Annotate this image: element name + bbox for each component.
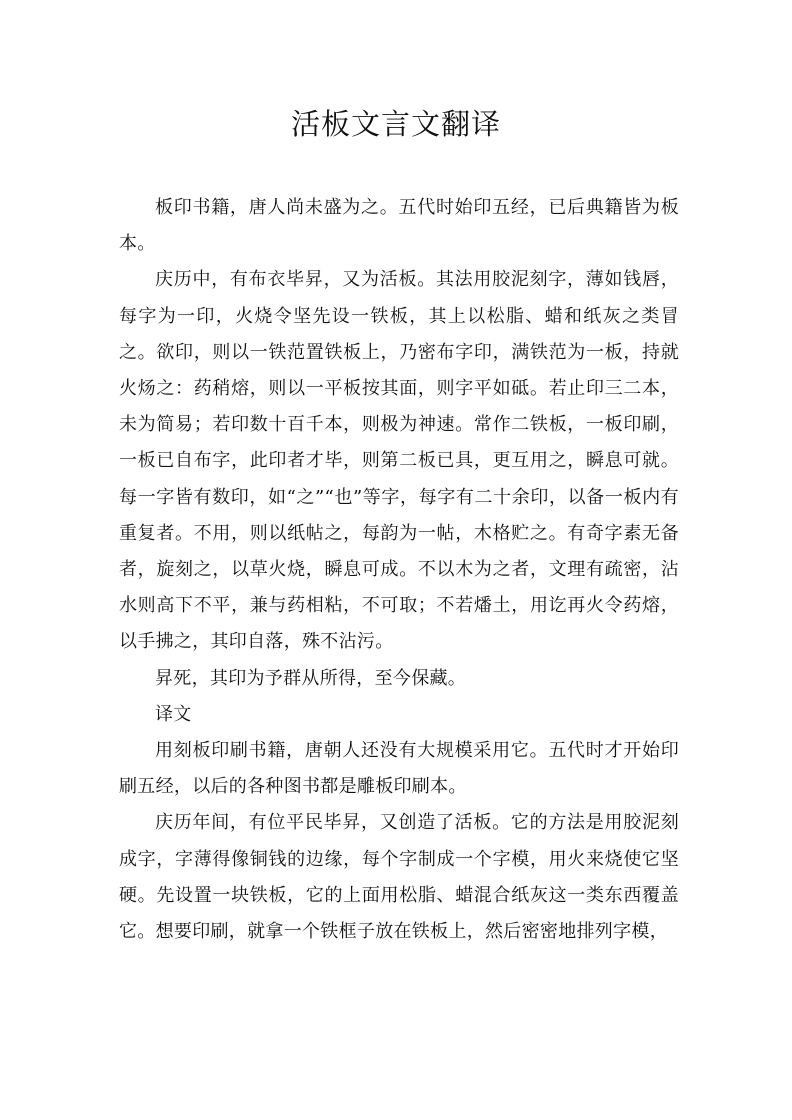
paragraph-translation-method: 庆历年间，有位平民毕昇，又创造了活板。它的方法是用胶泥刻成字，字薄得像铜钱的边缘，每个字制成一个字模，用火来烧使它坚硬。先设置一块铁板，它的上面用松脂、蜡混合纸灰这一类东西覆盖它。想要印刷，就拿一个铁框子放在铁板上，然后密密地排列字模， (119, 812, 679, 943)
document-body (119, 190, 679, 950)
paragraph-bisheng-method: 庆历中，有布衣毕昇，又为活板。其法用胶泥刻字，薄如钱唇，每字为一印，火烧令坚先设一铁板，其上以松脂、蜡和纸灰之类冒之。欲印，则以一铁范置铁板上，乃密布字印，满铁范为一板，持就火炀之：药稍熔，则以一平板按其面，则字平如砥。若止印三二本，未为简易；若印数十百千本，则极为神速。常作二铁板，一板印刷，一板已自布字，此印者才毕，则第二板已具，更互用之，瞬息可就。每一字皆有数印，如“之”“也”等字，每字有二十余印，以备一板内有重复者。不用，则以纸帖之，每韵为一帖，木格贮之。有奇字素无备者，旋刻之，以草火烧，瞬息可成。不以木为之者，文理有疏密，沾水则高下不平，兼与药相粘，不可取；不若燔土，用讫再火令药熔，以手拂之，其印自落，殊不沾污。 (119, 269, 679, 653)
section-heading-translation: 译文 (155, 703, 192, 725)
paragraph-preface: 板印书籍，唐人尚未盛为之。五代时始印五经，已后典籍皆为板本。 (119, 197, 679, 255)
paragraph-translation-preface: 用刻板印刷书籍，唐朝人还没有大规模采用它。五代时才开始印刷五经，以后的各种图书都是雕板印刷本。 (119, 740, 679, 798)
document-title: 活板文言文翻译 (290, 107, 501, 141)
paragraph-bisheng-death: 昇死，其印为予群从所得，至今保藏。 (155, 667, 467, 689)
